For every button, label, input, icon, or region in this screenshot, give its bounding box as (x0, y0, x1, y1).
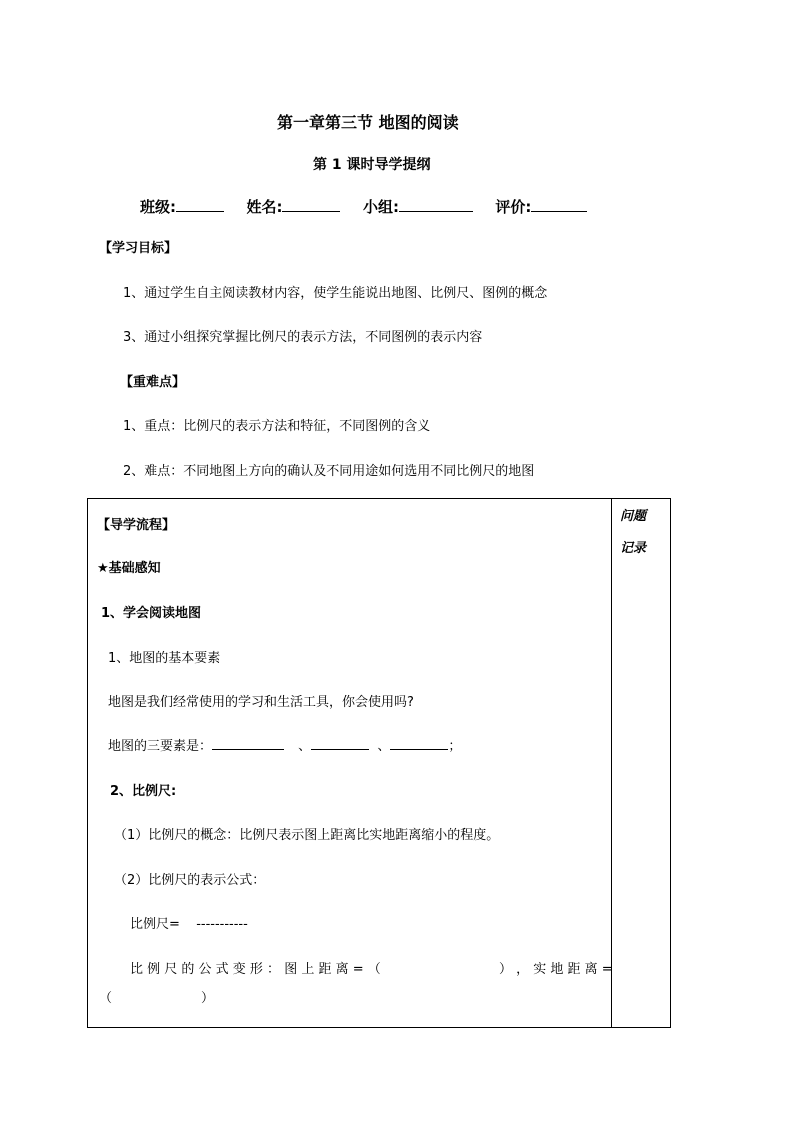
info-row (140, 196, 587, 217)
keypoint-item: 1、重点：比例尺的表示方法和特征，不同图例的含义 (123, 419, 431, 434)
flow-table (87, 498, 671, 1028)
element-blank-1[interactable] (212, 735, 284, 750)
separator: 、 (377, 739, 391, 754)
eval-label: 评价: (495, 198, 532, 216)
formula-dashes: ----------- (196, 917, 248, 932)
flow-heading: 【导学流程】 (97, 518, 176, 533)
group-blank[interactable] (399, 197, 473, 212)
side-note-line2: 记录 (620, 541, 647, 556)
section-read-map: 1、学会阅读地图 (101, 606, 202, 621)
page-title: 第一章第三节 地图的阅读 (277, 113, 459, 132)
class-label: 班级: (140, 198, 176, 216)
keypoints-heading: 【重难点】 (120, 375, 186, 390)
transform-part3: （ (99, 991, 113, 1006)
end-mark: ； (448, 739, 462, 754)
question-text: 地图是我们经常使用的学习和生活工具，你会使用吗? (108, 695, 414, 710)
section-scale: 2、比例尺: (110, 784, 177, 799)
name-label: 姓名: (246, 198, 283, 216)
eval-blank[interactable] (531, 197, 587, 212)
formula-text: 比例尺= (130, 917, 180, 932)
class-blank[interactable] (176, 197, 224, 212)
basic-perception: ★基础感知 (97, 561, 161, 576)
name-blank[interactable] (282, 197, 340, 212)
scale-formula-label: （2）比例尺的表示公式： (114, 873, 266, 888)
side-note-line1: 问题 (620, 509, 647, 524)
objective-item: 3、通过小组探究掌握比例尺的表示方法，不同图例的表示内容 (123, 330, 483, 345)
table-divider (611, 498, 612, 1028)
page-subtitle: 第 1 课时导学提纲 (313, 157, 431, 173)
element-blank-2[interactable] (311, 735, 369, 750)
transform-part4: ） (201, 991, 215, 1006)
three-elements-label: 地图的三要素是： (108, 739, 213, 754)
separator: 、 (298, 739, 312, 754)
transform-part1: 比 例 尺 的 公 式 变 形 ： 图 上 距 离 = （ (130, 962, 381, 977)
three-elements-row (108, 735, 461, 754)
keypoint-item: 2、难点：不同地图上方向的确认及不同用途如何选用不同比例尺的地图 (123, 464, 535, 479)
transform-part2: ） ， 实 地 距 离 = (499, 962, 613, 977)
element-blank-3[interactable] (390, 735, 448, 750)
objectives-heading: 【学习目标】 (99, 241, 178, 256)
objective-item: 1、通过学生自主阅读教材内容，使学生能说出地图、比例尺、图例的概念 (123, 286, 548, 301)
scale-formula (130, 913, 248, 932)
map-elements-title: 1、地图的基本要素 (108, 651, 221, 666)
scale-concept: （1）比例尺的概念：比例尺表示图上距离比实地距离缩小的程度。 (114, 828, 500, 843)
group-label: 小组: (362, 198, 399, 216)
